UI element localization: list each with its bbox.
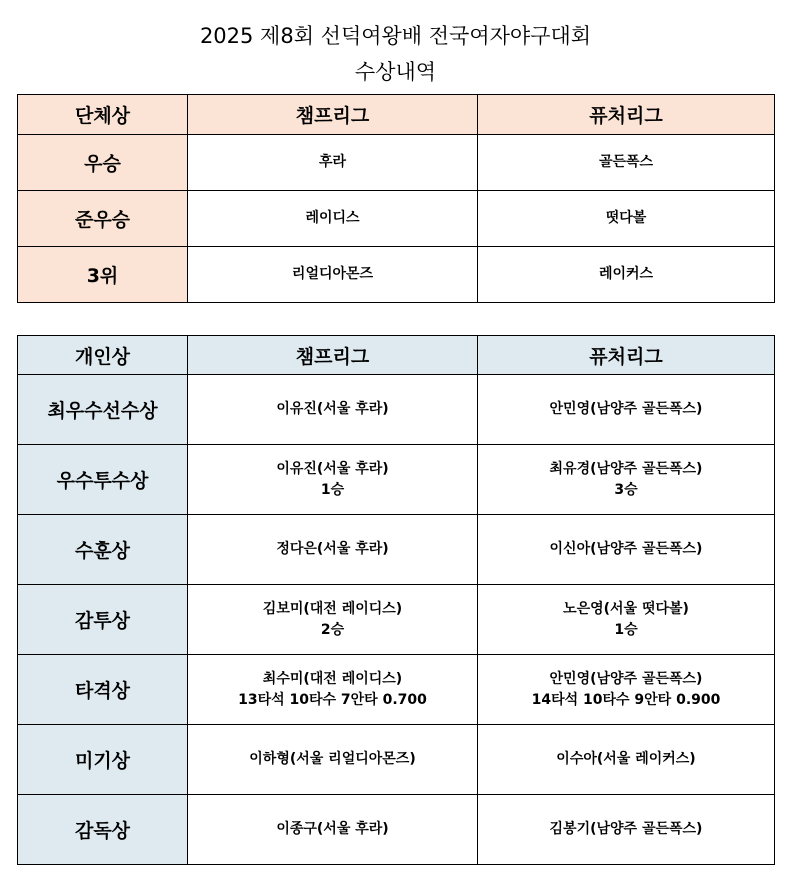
champ-cell xyxy=(188,585,478,655)
future-cell xyxy=(478,375,775,445)
winner-stat: 3승 xyxy=(614,481,638,498)
page-title: 2025 제8회 선덕여왕배 전국여자야구대회 xyxy=(199,24,592,48)
table-row xyxy=(18,725,775,795)
future-cell xyxy=(478,655,775,725)
winner-name: 최유경(남양주 골든폭스) xyxy=(549,460,703,477)
table-row xyxy=(18,135,775,191)
winner-stat: 2승 xyxy=(320,621,345,638)
page-subtitle: 수상내역 xyxy=(354,60,437,84)
champ-cell: 리얼디아몬즈 xyxy=(188,247,478,303)
future-cell: 레이커스 xyxy=(478,247,775,303)
champ-cell xyxy=(188,725,478,795)
winner-name: 김보미(대전 레이디스) xyxy=(262,600,403,617)
winner-name: 안민영(남양주 골든폭스) xyxy=(549,670,703,687)
row-label: 미기상 xyxy=(18,725,188,795)
champ-cell xyxy=(188,795,478,865)
table-header-row xyxy=(18,336,775,375)
row-label: 우승 xyxy=(18,135,188,191)
row-label: 수훈상 xyxy=(18,515,188,585)
winner-name: 최수미(대전 레이디스) xyxy=(262,670,403,687)
row-label: 감투상 xyxy=(18,585,188,655)
table-row xyxy=(18,655,775,725)
header-future-league: 퓨처리그 xyxy=(478,95,775,135)
header-champ-league: 챔프리그 xyxy=(188,336,478,375)
table-row xyxy=(18,445,775,515)
winner-name: 안민영(남양주 골든폭스) xyxy=(549,401,703,417)
future-cell xyxy=(478,515,775,585)
header-award-type: 개인상 xyxy=(18,336,188,375)
header-champ-league: 챔프리그 xyxy=(188,95,478,135)
champ-cell: 레이디스 xyxy=(188,191,478,247)
table-row xyxy=(18,515,775,585)
individual-awards-table xyxy=(17,335,775,865)
champ-cell xyxy=(188,655,478,725)
future-cell: 떳다볼 xyxy=(478,191,775,247)
champ-cell xyxy=(188,375,478,445)
champ-cell xyxy=(188,515,478,585)
future-cell xyxy=(478,795,775,865)
winner-stat: 1승 xyxy=(320,481,345,498)
header-award-type: 단체상 xyxy=(18,95,188,135)
winner-stat: 13타석 10타수 7안타 0.700 xyxy=(238,691,427,708)
header-future-league: 퓨처리그 xyxy=(478,336,775,375)
row-label: 준우승 xyxy=(18,191,188,247)
row-label: 감독상 xyxy=(18,795,188,865)
winner-name: 이유진(서울 후라) xyxy=(276,401,389,417)
future-cell xyxy=(478,725,775,795)
winner-stat: 1승 xyxy=(614,621,638,638)
table-row xyxy=(18,585,775,655)
future-cell xyxy=(478,445,775,515)
champ-cell: 후라 xyxy=(188,135,478,191)
table-row xyxy=(18,795,775,865)
future-cell xyxy=(478,585,775,655)
winner-name: 이수아(서울 레이커스) xyxy=(556,751,696,767)
row-label: 최우수선수상 xyxy=(18,375,188,445)
team-awards-table xyxy=(17,94,775,303)
champ-cell xyxy=(188,445,478,515)
winner-name: 노은영(서울 떳다볼) xyxy=(563,600,689,617)
winner-name: 정다은(서울 후라) xyxy=(276,541,389,557)
row-label: 우수투수상 xyxy=(18,445,188,515)
winner-name: 김봉기(남양주 골든폭스) xyxy=(549,821,703,837)
winner-name: 이유진(서울 후라) xyxy=(276,460,389,477)
winner-name: 이종구(서울 후라) xyxy=(276,821,389,837)
table-row xyxy=(18,191,775,247)
table-row xyxy=(18,247,775,303)
row-label: 타격상 xyxy=(18,655,188,725)
row-label: 3위 xyxy=(18,247,188,303)
winner-stat: 14타석 10타수 9안타 0.900 xyxy=(531,691,721,708)
winner-name: 이신아(남양주 골든폭스) xyxy=(549,541,703,557)
winner-name: 이하형(서울 리얼디아몬즈) xyxy=(249,751,416,767)
table-row xyxy=(18,375,775,445)
future-cell: 골든폭스 xyxy=(478,135,775,191)
table-header-row xyxy=(18,95,775,135)
